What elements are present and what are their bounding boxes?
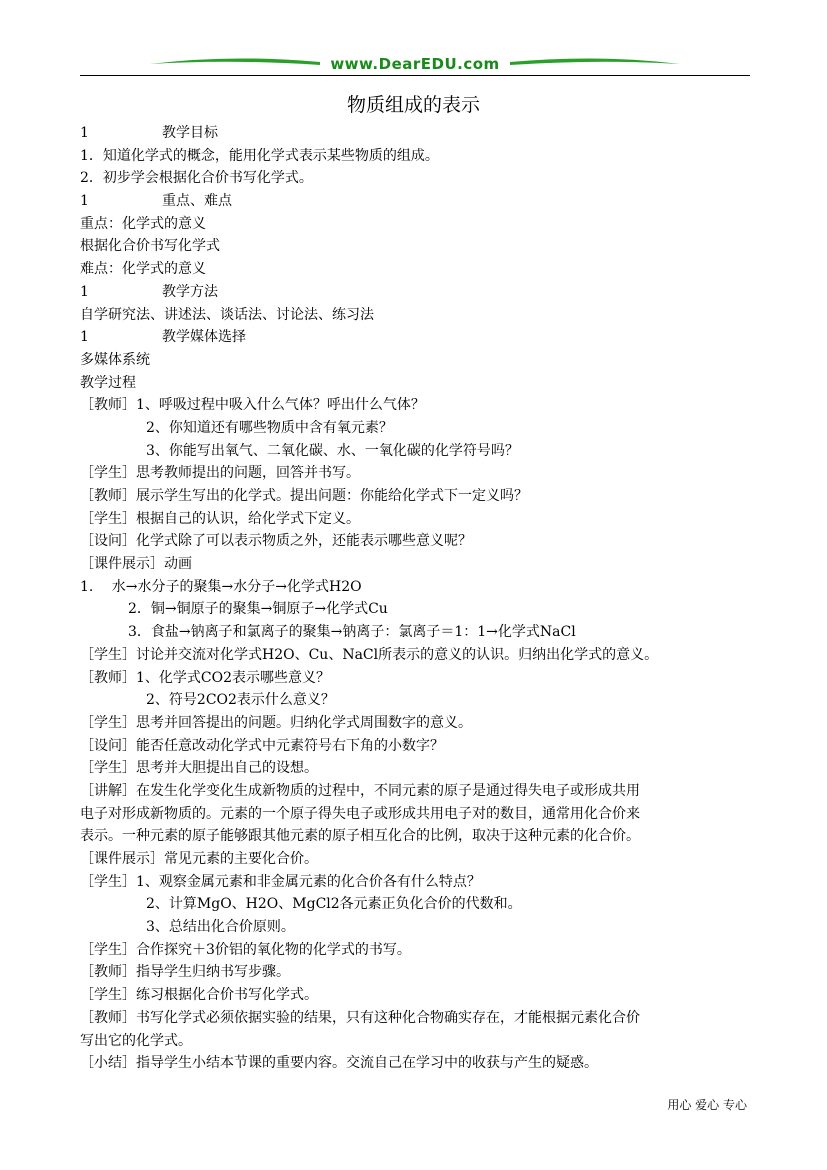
page-footer: 用心 爱心 专心 <box>667 1098 747 1112</box>
section-heading <box>80 190 760 213</box>
text-line: ［学生］合作探究＋3价铝的氧化物的化学式的书写。 <box>80 941 411 958</box>
document-body <box>80 122 760 1075</box>
text-line: ［学生］思考教师提出的问题，回答并书写。 <box>80 465 360 482</box>
text-line: ［学生］思考并大胆提出自己的设想。 <box>80 760 318 777</box>
section-heading <box>80 326 760 349</box>
text-line: ［教师］指导学生归纳书写步骤。 <box>80 964 290 981</box>
text-line: 难点：化学式的意义 <box>80 261 206 278</box>
text-line: ［课件展示］动画 <box>80 556 192 573</box>
text-line: ［教师］展示学生写出的化学式。提出问题：你能给化学式下一定义吗？ <box>80 488 528 504</box>
text-line: 1. 水→水分子的聚集→水分子→化学式H2O <box>80 578 362 595</box>
text-line: ［学生］1、观察金属元素和非金属元素的化合价各有什么特点？ <box>80 873 481 890</box>
text-line: ［讲解］在发生化学变化生成新物质的过程中，不同元素的原子是通过得失电子或形成共用 <box>80 782 640 799</box>
section-heading <box>80 122 760 145</box>
text-line: 电子对形成新物质的。元素的一个原子得失电子或形成共用电子对的数目，通常用化合价来 <box>80 805 640 822</box>
site-logo <box>150 50 680 76</box>
section-number: 1 <box>80 193 89 210</box>
text-line: ［教师］1、呼吸过程中吸入什么气体？呼出什么气体？ <box>80 397 425 414</box>
section-title: 教学媒体选择 <box>162 329 246 346</box>
text-line: 表示。一种元素的原子能够跟其他元素的原子相互化合的比例，取决于这种元素的化合价。 <box>80 828 640 845</box>
text-line: ［学生］根据自己的认识，给化学式下定义。 <box>80 510 360 527</box>
text-line: ［设问］化学式除了可以表示物质之外，还能表示哪些意义呢？ <box>80 533 472 550</box>
section-number: 1 <box>80 283 89 300</box>
text-line: 3、总结出化合价原则。 <box>146 919 295 936</box>
text-line: ［学生］思考并回答提出的问题。归纳化学式周围数字的意义。 <box>80 714 472 731</box>
logo-text: www.DearEDU.com <box>330 55 500 73</box>
text-line: 2、符号2CO2表示什么意义？ <box>146 692 335 709</box>
section-number: 1 <box>80 329 89 346</box>
page-header <box>80 50 750 80</box>
text-line: 1．知道化学式的概念，能用化学式表示某些物质的组成。 <box>80 147 439 164</box>
text-line: ［教师］书写化学式必须依据实验的结果，只有这种化合物确实存在，才能根据元素化合价 <box>80 1009 640 1026</box>
text-line: 多媒体系统 <box>80 351 150 368</box>
section-title: 教学目标 <box>162 125 218 141</box>
text-line: 2、计算MgO、H2O、MgCl2各元素正负化合价的代数和。 <box>146 896 522 913</box>
document-title: 物质组成的表示 <box>346 94 480 116</box>
text-line: 重点：化学式的意义 <box>80 215 206 232</box>
text-line: 3．食盐→钠离子和氯离子的聚集→钠离子：氯离子＝1：1→化学式NaCl <box>128 624 576 641</box>
text-line: 2．初步学会根据化合价书写化学式。 <box>80 170 313 187</box>
section-title: 重点、难点 <box>162 193 232 210</box>
text-line: ［教师］1、化学式CO2表示哪些意义？ <box>80 669 331 686</box>
text-line: 2、你知道还有哪些物质中含有氧元素？ <box>146 419 393 436</box>
text-line: 教学过程 <box>80 374 136 391</box>
text-line: ［小结］指导学生小结本节课的重要内容。交流自己在学习中的收获与产生的疑惑。 <box>80 1055 598 1072</box>
text-line: ［设问］能否任意改动化学式中元素符号右下角的小数字？ <box>80 737 444 754</box>
section-heading <box>80 281 760 304</box>
text-line: 自学研究法、讲述法、谈话法、讨论法、练习法 <box>80 306 374 323</box>
header-divider <box>80 75 750 76</box>
text-line: 3、你能写出氧气、二氧化碳、水、一氧化碳的化学符号吗？ <box>146 442 519 459</box>
section-number: 1 <box>80 125 89 141</box>
text-line: 写出它的化学式。 <box>80 1032 192 1049</box>
section-title: 教学方法 <box>162 283 218 300</box>
text-line: ［学生］讨论并交流对化学式H2O、Cu、NaCl所表示的意义的认识。归纳出化学式的意义。 <box>80 646 659 663</box>
text-line: ［课件展示］常见元素的主要化合价。 <box>80 851 318 867</box>
text-line: 根据化合价书写化学式 <box>80 238 220 255</box>
text-line: 2．铜→铜原子的聚集→铜原子→化学式Cu <box>128 601 388 618</box>
text-line: ［学生］练习根据化合价书写化学式。 <box>80 987 318 1004</box>
